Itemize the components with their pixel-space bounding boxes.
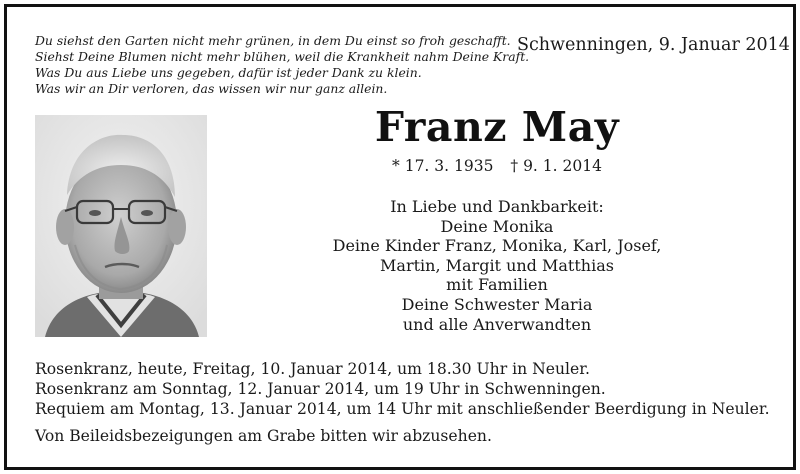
service-notices (35, 359, 785, 446)
mourners-line: Deine Kinder Franz, Monika, Karl, Josef, (332, 236, 662, 256)
deceased-name: Franz May (374, 103, 620, 151)
mourners-list (307, 197, 687, 334)
poem-line: Siehst Deine Blumen nicht mehr blühen, weil die Krankheit nahm Deine Kraft. (35, 49, 530, 64)
memorial-poem (35, 33, 530, 97)
portrait-image (35, 115, 207, 337)
notice-line: Requiem am Montag, 13. Januar 2014, um 14 Uhr mit anschließender Beerdigung in Neuler. (35, 400, 770, 419)
mourners-line: Deine Monika (440, 216, 554, 236)
poem-line: Du siehst den Garten nicht mehr grünen, in dem Du einst so froh geschafft. (35, 33, 511, 48)
mourners-line: mit Familien (446, 275, 548, 295)
mourners-line: und alle Anverwandten (402, 314, 592, 334)
death-date: † 9. 1. 2014 (510, 157, 602, 175)
life-dates (337, 157, 657, 175)
mourners-line: Martin, Margit und Matthias (380, 255, 614, 275)
place-date: Schwenningen, 9. Januar 2014 (517, 35, 790, 55)
poem-line: Was wir an Dir verloren, das wissen wir nur ganz allein. (35, 81, 388, 96)
birth-date: * 17. 3. 1935 (392, 157, 494, 175)
mourners-line: In Liebe und Dankbarkeit: (390, 197, 604, 216)
notice-line: Rosenkranz am Sonntag, 12. Januar 2014, um 19 Uhr in Schwenningen. (35, 380, 606, 399)
portrait-photo (35, 115, 207, 337)
obituary-frame (4, 4, 796, 470)
mourners-line: Deine Schwester Maria (401, 294, 593, 314)
notice-line: Rosenkranz, heute, Freitag, 10. Januar 2014, um 18.30 Uhr in Neuler. (35, 360, 590, 378)
poem-line: Was Du aus Liebe uns gegeben, dafür ist jeder Dank zu klein. (35, 65, 422, 80)
condolence-note: Von Beileidsbezeigungen am Grabe bitten wir abzusehen. (35, 426, 492, 445)
